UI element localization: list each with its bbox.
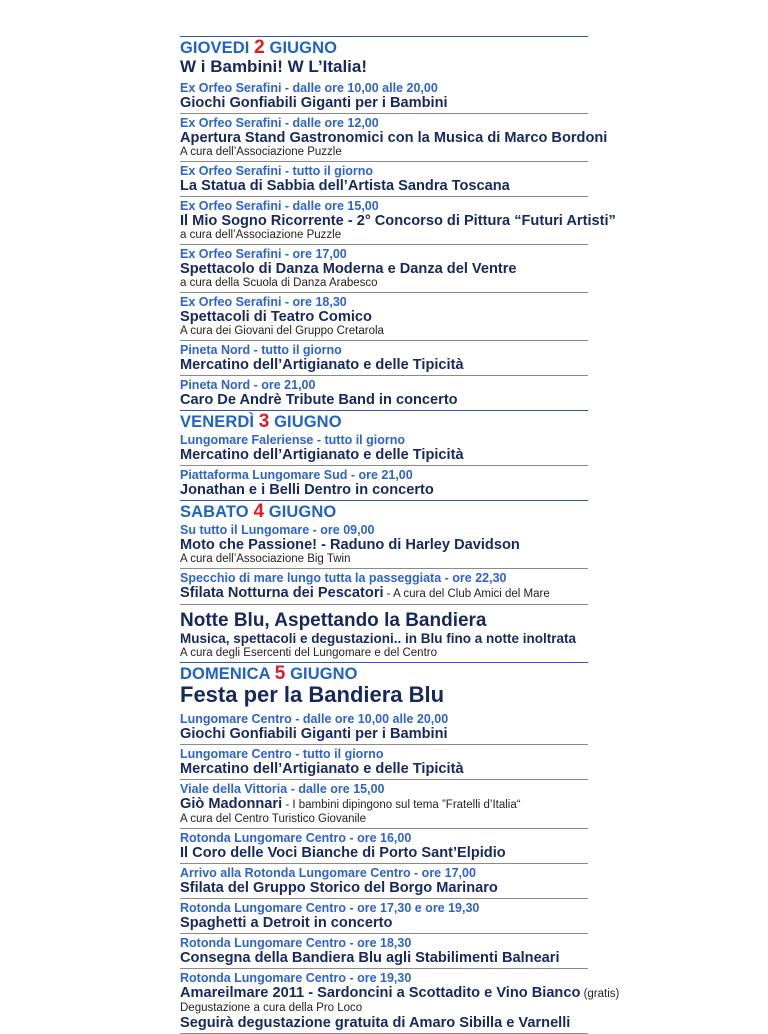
event-title-text: Spettacoli di Teatro Comico (180, 309, 372, 325)
notte-blu-block (180, 605, 588, 662)
event-title-text: Il Coro delle Voci Bianche di Porto Sant’Elpidio (180, 845, 506, 861)
event-item (180, 934, 588, 968)
event-title (180, 585, 588, 602)
event-title (180, 915, 588, 931)
day-number: 2 (254, 37, 265, 58)
day-number: 5 (274, 663, 286, 684)
event-meta: Rotonda Lungomare Centro - ore 16,00 (180, 831, 412, 845)
day-label: DOMENICA (180, 665, 271, 683)
day-section (180, 500, 588, 662)
event-title (180, 178, 588, 194)
event-meta: Specchio di mare lungo tutta la passeggiata - ore 22,30 (180, 571, 507, 585)
event-item (180, 197, 616, 244)
event-meta: Lungomare Faleriense - tutto il giorno (180, 433, 406, 447)
event-title-tail: (gratis) (580, 988, 620, 1000)
day-number: 3 (258, 411, 270, 432)
event-item (180, 162, 588, 196)
event-title (180, 392, 588, 408)
event-meta: Lungomare Centro - tutto il giorno (180, 747, 384, 761)
program-sheet (180, 36, 620, 1034)
event-meta: Lungomare Centro - dalle ore 10,00 alle 20,00 (180, 712, 449, 726)
event-meta: Ex Orfeo Serafini - ore 18,30 (180, 295, 347, 309)
block-subtitle: Musica, spettacoli e degustazioni.. in Blu fino a notte inoltrata (180, 631, 577, 646)
event-title (180, 950, 588, 966)
event-title (180, 761, 588, 777)
event-note: a cura dell’Associazione Puzzle (180, 229, 342, 241)
event-item (180, 969, 620, 1033)
event-title-text: Amareilmare 2011 - Sardoncini a Scottadito e Vino Bianco (180, 985, 581, 1001)
event-item (180, 899, 588, 933)
event-item (180, 521, 588, 568)
event-item (180, 466, 588, 500)
event-title (180, 726, 588, 742)
event-title-text: Il Mio Sogno Ricorrente - 2° Concorso di Pittura “Futuri Artisti” (180, 213, 616, 229)
event-note: A cura dei Giovani del Gruppo Cretarola (180, 325, 384, 337)
event-meta: Ex Orfeo Serafini - ore 17,00 (180, 247, 347, 261)
event-title-tail: - I bambini dipingono sul tema ”Fratelli d’Italia“ (282, 799, 521, 811)
event-extra: Seguirà degustazione gratuita di Amaro Sibilla e Varnelli (180, 1015, 571, 1031)
event-title-text: Apertura Stand Gastronomici con la Musica di Marco Bordoni (180, 130, 608, 146)
event-title-text: La Statua di Sabbia dell’Artista Sandra Toscana (180, 178, 510, 194)
event-meta: Viale della Vittoria - dalle ore 15,00 (180, 782, 385, 796)
event-meta: Rotonda Lungomare Centro - ore 18,30 (180, 936, 412, 950)
day-month: GIUGNO (269, 39, 338, 57)
event-title-text: Giochi Gonfiabili Giganti per i Bambini (180, 95, 448, 111)
day-heading (180, 411, 588, 431)
event-title-tail: - A cura del Club Amici del Mare (383, 588, 550, 600)
event-title (180, 357, 588, 373)
event-title (180, 95, 588, 111)
event-title (180, 482, 588, 498)
event-title-text: Sfilata del Gruppo Storico del Borgo Marinaro (180, 880, 498, 896)
day-heading (180, 501, 588, 521)
day-heading (180, 37, 588, 57)
event-note: A cura del Centro Turistico Giovanile (180, 813, 367, 825)
event-title (180, 213, 616, 229)
event-title (180, 261, 588, 277)
event-title-text: Mercatino dell’Artigianato e delle Tipicità (180, 761, 464, 777)
day-headline: W i Bambini! W L’Italia! (180, 57, 367, 76)
day-headline: Festa per la Bandiera Blu (180, 682, 445, 707)
event-meta: Ex Orfeo Serafini - dalle ore 12,00 (180, 116, 379, 130)
event-title (180, 130, 608, 146)
block-title: Notte Blu, Aspettando la Bandiera (180, 610, 487, 631)
event-title-text: Consegna della Bandiera Blu agli Stabilimenti Balneari (180, 950, 560, 966)
event-title (180, 447, 588, 463)
event-meta: Su tutto il Lungomare - ore 09,00 (180, 523, 375, 537)
event-meta: Ex Orfeo Serafini - tutto il giorno (180, 164, 374, 178)
event-item (180, 829, 588, 863)
event-title-text: Sfilata Notturna dei Pescatori (180, 585, 384, 601)
day-month: GIUGNO (268, 503, 337, 521)
day-number: 4 (253, 501, 265, 522)
day-label: SABATO (180, 503, 249, 521)
event-item (180, 341, 588, 375)
event-note: A cura dell’Associazione Puzzle (180, 146, 342, 158)
event-title-text: Spettacolo di Danza Moderna e Danza del Ventre (180, 261, 517, 277)
event-title (180, 796, 588, 813)
day-label: GIOVEDI (180, 39, 250, 57)
event-item (180, 376, 588, 410)
day-label: VENERDÌ (180, 413, 255, 431)
day-section (180, 36, 616, 410)
event-item (180, 431, 588, 465)
event-meta: Pineta Nord - ore 21,00 (180, 378, 316, 392)
event-title-text: Jonathan e i Belli Dentro in concerto (180, 482, 434, 498)
event-item (180, 710, 588, 744)
event-item (180, 780, 588, 828)
event-meta: Rotonda Lungomare Centro - ore 19,30 (180, 971, 412, 985)
event-title-text: Caro De Andrè Tribute Band in concerto (180, 392, 458, 408)
day-heading (180, 663, 588, 683)
event-title (180, 309, 588, 325)
day-month: GIUGNO (274, 413, 342, 431)
event-meta: Pineta Nord - tutto il giorno (180, 343, 342, 357)
event-item (180, 569, 588, 604)
event-item (180, 864, 588, 898)
event-item (180, 245, 588, 292)
event-meta: Piattaforma Lungomare Sud - ore 21,00 (180, 468, 413, 482)
event-meta: Rotonda Lungomare Centro - ore 17,30 e ore 19,30 (180, 901, 480, 915)
day-section (180, 662, 620, 1033)
event-title (180, 845, 588, 861)
block-note: A cura degli Esercenti del Lungomare e del Centro (180, 647, 437, 659)
event-meta: Ex Orfeo Serafini - dalle ore 10,00 alle 20,00 (180, 81, 438, 95)
event-title-text: Spaghetti a Detroit in concerto (180, 915, 393, 931)
event-title-text: Giochi Gonfiabili Giganti per i Bambini (180, 726, 448, 742)
event-note: Degustazione a cura della Pro Loco (180, 1002, 363, 1014)
event-title (180, 537, 588, 553)
event-item (180, 745, 588, 779)
day-section (180, 410, 588, 500)
event-item (180, 293, 588, 340)
event-meta: Ex Orfeo Serafini - dalle ore 15,00 (180, 199, 379, 213)
event-title-text: Giò Madonnari (180, 796, 283, 812)
event-title-text: Mercatino dell’Artigianato e delle Tipicità (180, 357, 464, 373)
day-month: GIUGNO (290, 665, 358, 683)
event-title-text: Mercatino dell’Artigianato e delle Tipicità (180, 447, 464, 463)
event-title (180, 880, 588, 896)
event-item (180, 114, 608, 161)
event-title-text: Moto che Passione! - Raduno di Harley Davidson (180, 537, 520, 553)
event-item (180, 79, 588, 113)
event-note: A cura dell’Associazione Big Twin (180, 553, 351, 565)
event-meta: Arrivo alla Rotonda Lungomare Centro - ore 17,00 (180, 866, 476, 880)
event-note: a cura della Scuola di Danza Arabesco (180, 277, 378, 289)
